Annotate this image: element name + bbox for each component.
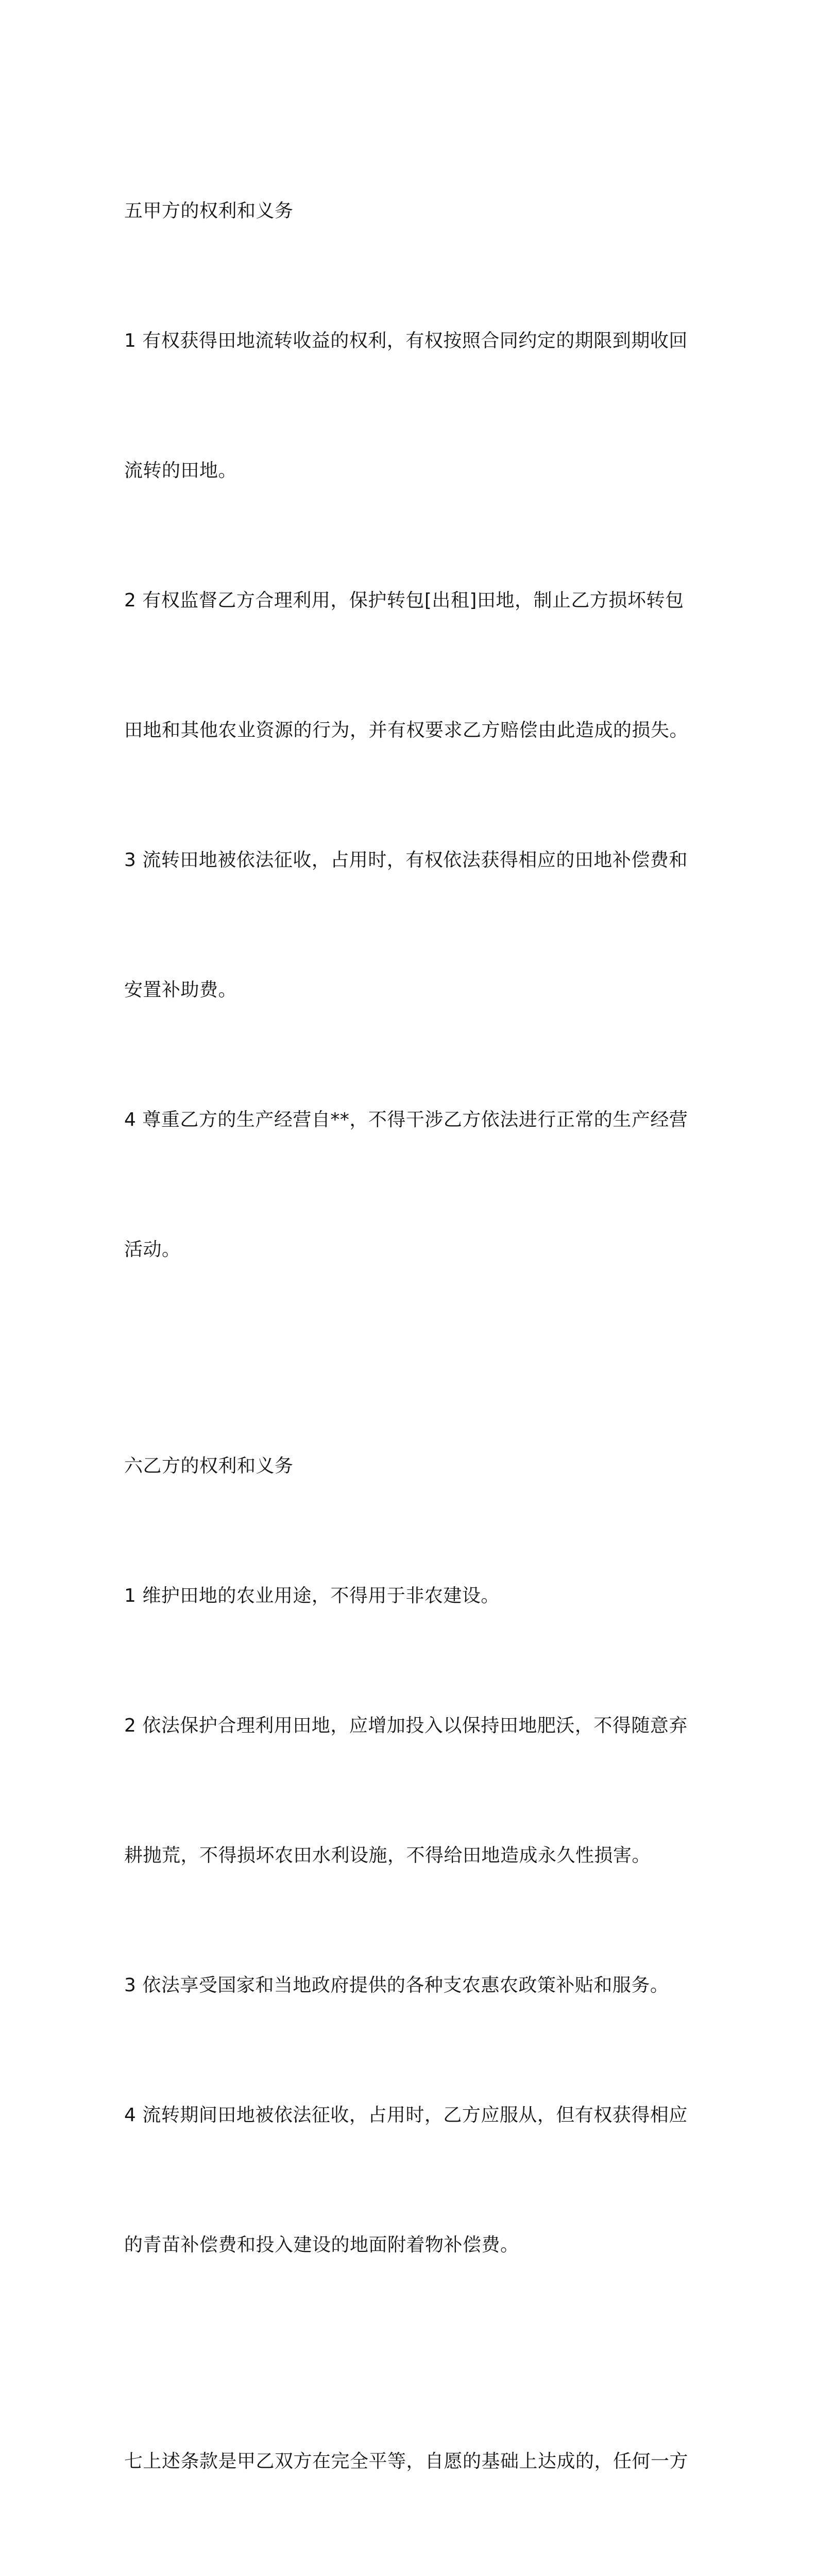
section-5-item-1-line-1: 1 有权获得田地流转收益的权利，有权按照合同约定的期限到期收回 bbox=[124, 330, 688, 351]
section-6-item-4-line-1: 4 流转期间田地被依法征收，占用时，乙方应服从，但有权获得相应 bbox=[124, 2105, 688, 2126]
section-6-heading: 六乙方的权利和义务 bbox=[124, 1455, 294, 1477]
section-5-item-4-line-2: 活动。 bbox=[124, 1239, 181, 1260]
section-7-line-2 bbox=[124, 2570, 701, 2576]
section-5-item-3-line-2: 安置补助费。 bbox=[124, 979, 237, 1001]
section-5-item-4-line-1: 4 尊重乙方的生产经营自**，不得干涉乙方依法进行正常的生产经营 bbox=[124, 1109, 688, 1130]
section-6-item-3-line-1: 3 依法享受国家和当地政府提供的各种支农惠农政策补贴和服务。 bbox=[124, 1975, 669, 1996]
section-5-item-1-line-2: 流转的田地。 bbox=[124, 460, 237, 481]
contract-body bbox=[124, 103, 701, 2576]
section-5-heading: 五甲方的权利和义务 bbox=[124, 200, 294, 222]
section-7-line-1: 七上述条款是甲乙双方在完全平等，自愿的基础上达成的，任何一方 bbox=[124, 2451, 689, 2472]
section-6 bbox=[124, 1358, 701, 2353]
section-5 bbox=[124, 103, 701, 1358]
section-6-item-4-line-2: 的青苗补偿费和投入建设的地面附着物补偿费。 bbox=[124, 2234, 519, 2256]
section-7 bbox=[124, 2353, 701, 2576]
section-6-item-1-line-1: 1 维护田地的农业用途，不得用于非农建设。 bbox=[124, 1585, 500, 1606]
section-6-item-2-line-1: 2 依法保护合理利用田地，应增加投入以保持田地肥沃，不得随意弃 bbox=[124, 1715, 688, 1736]
section-6-item-2-line-2: 耕抛荒，不得损坏农田水利设施，不得给田地造成永久性损害。 bbox=[124, 1845, 651, 1866]
section-5-item-3-line-1: 3 流转田地被依法征收，占用时，有权依法获得相应的田地补偿费和 bbox=[124, 850, 688, 871]
section-5-item-2-line-2: 田地和其他农业资源的行为，并有权要求乙方赔偿由此造成的损失。 bbox=[124, 720, 689, 741]
section-5-item-2-line-1: 2 有权监督乙方合理利用，保护转包[出租]田地，制止乙方损坏转包 bbox=[124, 590, 684, 611]
